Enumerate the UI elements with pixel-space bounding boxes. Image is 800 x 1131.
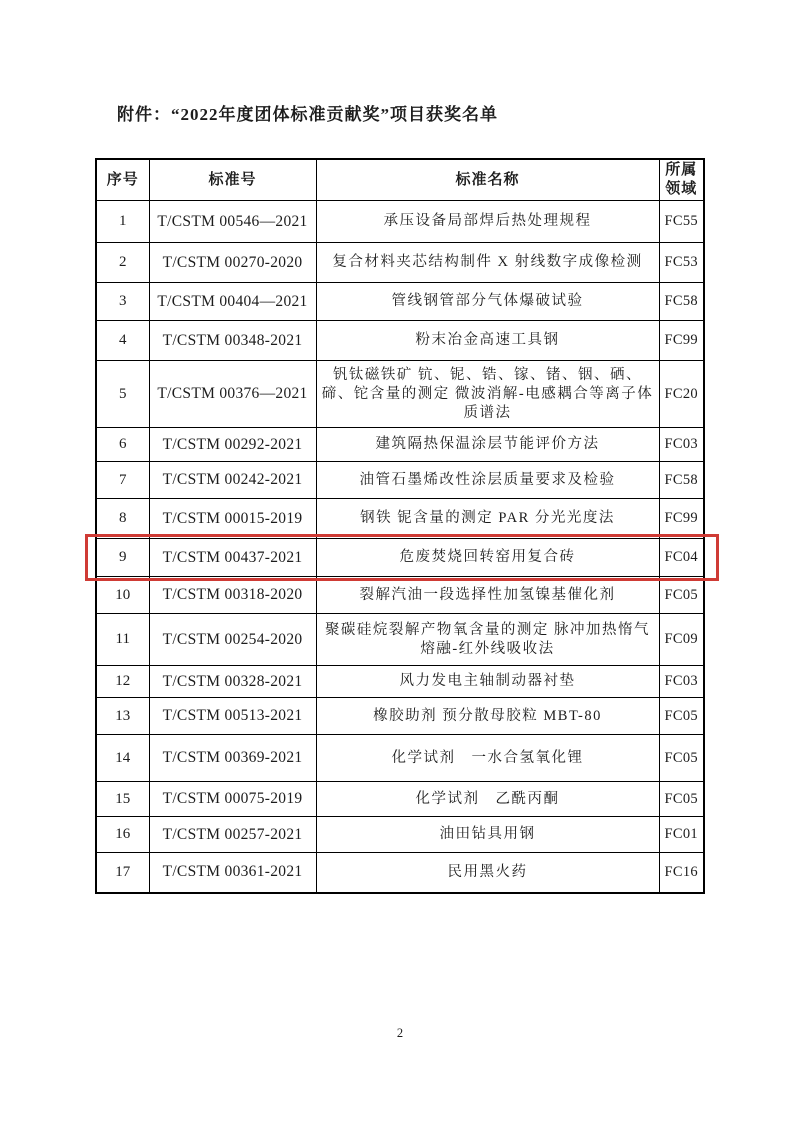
standard-number-cell: T/CSTM 00318-2020 [149, 577, 316, 614]
field-code-cell: FC20 [659, 361, 704, 428]
field-code-cell: FC03 [659, 428, 704, 462]
standard-number-cell: T/CSTM 00270-2020 [149, 243, 316, 283]
standard-name-cell: 裂解汽油一段选择性加氢镍基催化剂 [316, 577, 659, 614]
standard-name-cell: 危废焚烧回转窑用复合砖 [316, 539, 659, 577]
table-row [96, 321, 704, 361]
row-index-cell: 10 [96, 577, 149, 614]
field-code-cell: FC05 [659, 698, 704, 735]
standard-name-cell: 聚碳硅烷裂解产物氧含量的测定 脉冲加热惰气熔融-红外线吸收法 [316, 614, 659, 666]
standard-number-cell: T/CSTM 00257-2021 [149, 817, 316, 853]
field-code-cell: FC58 [659, 462, 704, 499]
row-index-cell: 1 [96, 201, 149, 243]
standard-number-cell: T/CSTM 00254-2020 [149, 614, 316, 666]
header-field: 所属领域 [659, 159, 704, 201]
header-standard-number: 标准号 [149, 159, 316, 201]
standard-name-cell: 钢铁 铌含量的测定 PAR 分光光度法 [316, 499, 659, 539]
field-code-cell: FC55 [659, 201, 704, 243]
standard-name-cell: 油管石墨烯改性涂层质量要求及检验 [316, 462, 659, 499]
table-row [96, 577, 704, 614]
row-index-cell: 3 [96, 283, 149, 321]
standard-number-cell: T/CSTM 00348-2021 [149, 321, 316, 361]
standard-number-cell: T/CSTM 00292-2021 [149, 428, 316, 462]
standard-number-cell: T/CSTM 00376—2021 [149, 361, 316, 428]
field-code-cell: FC03 [659, 666, 704, 698]
row-index-cell: 5 [96, 361, 149, 428]
standard-number-cell: T/CSTM 00242-2021 [149, 462, 316, 499]
standard-number-cell: T/CSTM 00546—2021 [149, 201, 316, 243]
field-code-cell: FC99 [659, 499, 704, 539]
table-row [96, 817, 704, 853]
standard-name-cell: 钒钛磁铁矿 钪、铌、锆、镓、锗、铟、硒、碲、铊含量的测定 微波消解-电感耦合等离子体质谱法 [316, 361, 659, 428]
standard-number-cell: T/CSTM 00361-2021 [149, 853, 316, 893]
table-row [96, 782, 704, 817]
field-code-cell: FC53 [659, 243, 704, 283]
row-index-cell: 12 [96, 666, 149, 698]
table-body [96, 201, 704, 893]
field-code-cell: FC01 [659, 817, 704, 853]
field-code-cell: FC04 [659, 539, 704, 577]
table-header-row [96, 159, 704, 201]
row-index-cell: 15 [96, 782, 149, 817]
standard-name-cell: 橡胶助剂 预分散母胶粒 MBT-80 [316, 698, 659, 735]
field-code-cell: FC05 [659, 577, 704, 614]
table-row [96, 243, 704, 283]
standard-number-cell: T/CSTM 00015-2019 [149, 499, 316, 539]
table-row [96, 539, 704, 577]
standard-name-cell: 管线钢管部分气体爆破试验 [316, 283, 659, 321]
row-index-cell: 14 [96, 735, 149, 782]
row-index-cell: 6 [96, 428, 149, 462]
table-header [96, 159, 704, 201]
standard-name-cell: 复合材料夹芯结构制件 X 射线数字成像检测 [316, 243, 659, 283]
field-code-cell: FC05 [659, 735, 704, 782]
standard-name-cell: 化学试剂 一水合氢氧化锂 [316, 735, 659, 782]
field-code-cell: FC09 [659, 614, 704, 666]
standard-name-cell: 风力发电主轴制动器衬垫 [316, 666, 659, 698]
standards-table [95, 158, 705, 894]
row-index-cell: 13 [96, 698, 149, 735]
field-code-cell: FC16 [659, 853, 704, 893]
standard-name-cell: 油田钻具用钢 [316, 817, 659, 853]
standard-name-cell: 民用黑火药 [316, 853, 659, 893]
field-code-cell: FC58 [659, 283, 704, 321]
table-row [96, 853, 704, 893]
standard-number-cell: T/CSTM 00328-2021 [149, 666, 316, 698]
table-row [96, 361, 704, 428]
row-index-cell: 7 [96, 462, 149, 499]
field-code-cell: FC05 [659, 782, 704, 817]
table-row [96, 698, 704, 735]
row-index-cell: 4 [96, 321, 149, 361]
standard-name-cell: 建筑隔热保温涂层节能评价方法 [316, 428, 659, 462]
standard-name-cell: 化学试剂 乙酰丙酮 [316, 782, 659, 817]
table-row [96, 614, 704, 666]
standard-number-cell: T/CSTM 00369-2021 [149, 735, 316, 782]
row-index-cell: 16 [96, 817, 149, 853]
field-code-cell: FC99 [659, 321, 704, 361]
page-number: 2 [396, 1026, 404, 1040]
standard-number-cell: T/CSTM 00404—2021 [149, 283, 316, 321]
page-title: 附件：“2022年度团体标准贡献奖”项目获奖名单 [117, 105, 498, 124]
standard-name-cell: 粉末冶金高速工具钢 [316, 321, 659, 361]
table-row [96, 462, 704, 499]
table-row [96, 666, 704, 698]
table-row [96, 201, 704, 243]
standard-number-cell: T/CSTM 00437-2021 [149, 539, 316, 577]
row-index-cell: 8 [96, 499, 149, 539]
table-row [96, 428, 704, 462]
row-index-cell: 17 [96, 853, 149, 893]
standard-number-cell: T/CSTM 00513-2021 [149, 698, 316, 735]
table-row [96, 735, 704, 782]
row-index-cell: 2 [96, 243, 149, 283]
table-row [96, 283, 704, 321]
header-standard-name: 标准名称 [316, 159, 659, 201]
table-row [96, 499, 704, 539]
standard-number-cell: T/CSTM 00075-2019 [149, 782, 316, 817]
row-index-cell: 11 [96, 614, 149, 666]
standard-name-cell: 承压设备局部焊后热处理规程 [316, 201, 659, 243]
row-index-cell: 9 [96, 539, 149, 577]
header-index: 序号 [96, 159, 149, 201]
